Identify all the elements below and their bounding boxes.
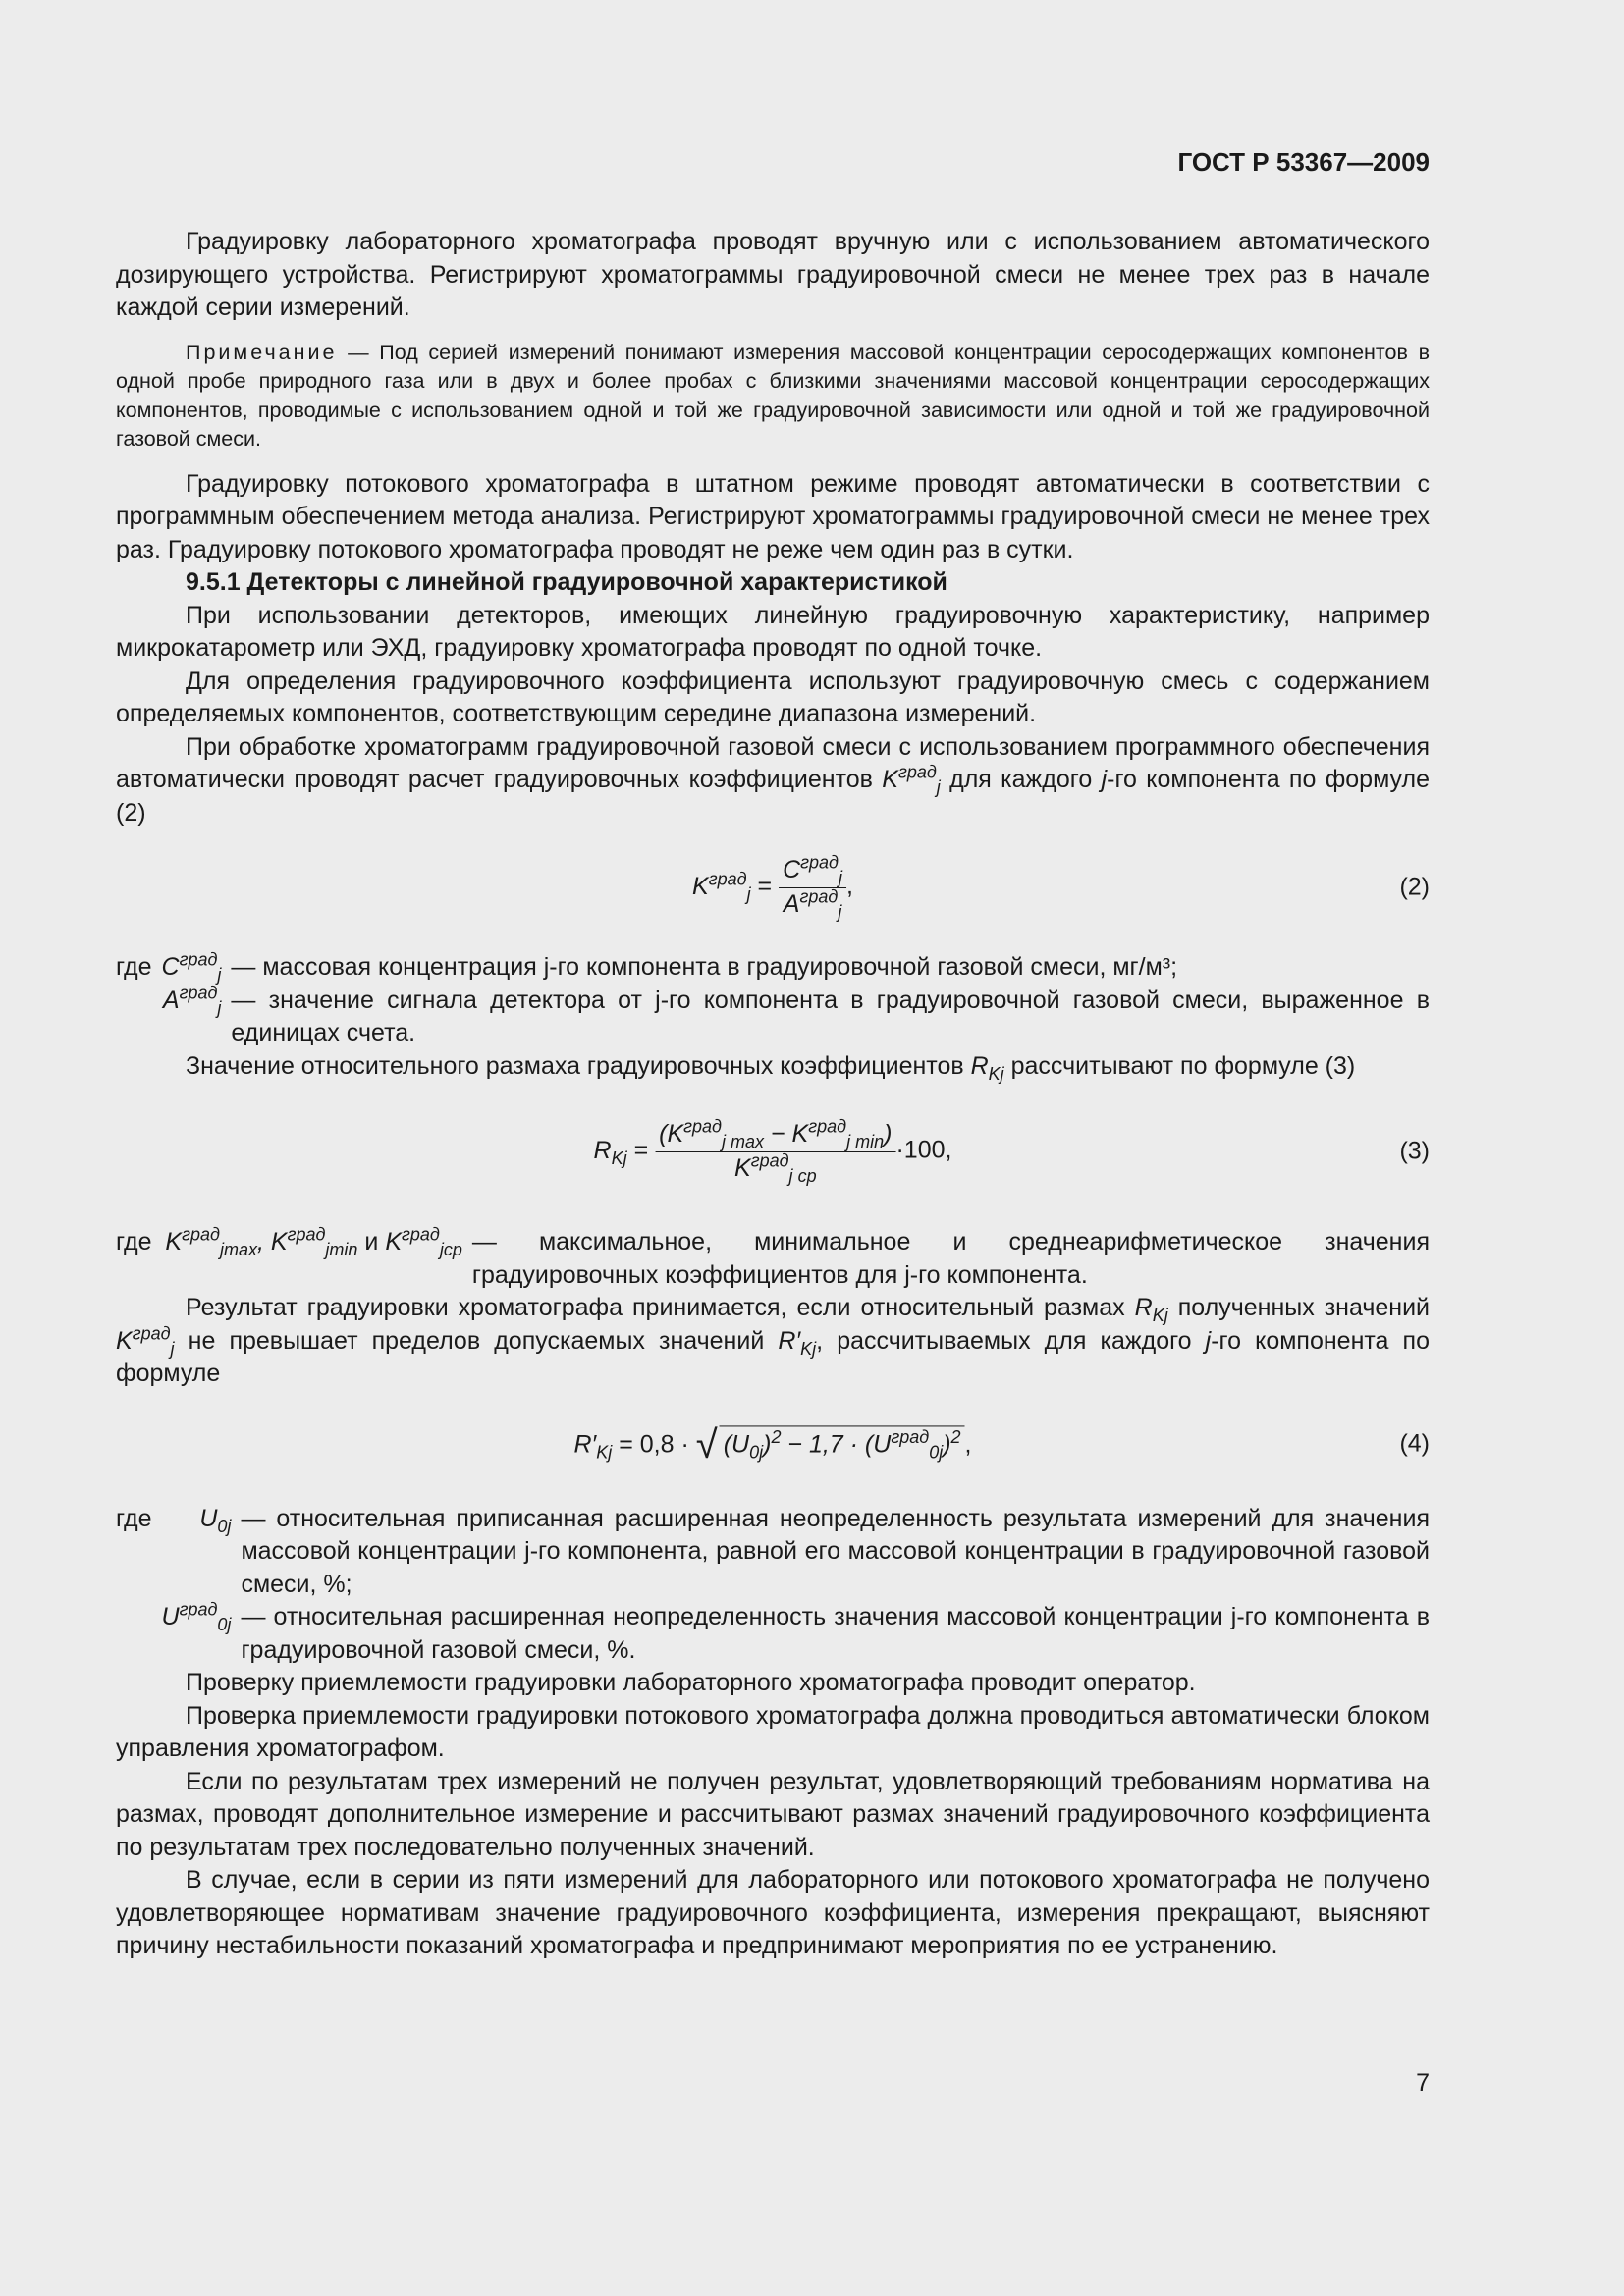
sqrt-icon: √ [695, 1422, 718, 1467]
paragraph: Градуировку потокового хроматографа в штатном режиме проводят автоматически в соответствии с программным обеспечением метода анализа. Регистрируют хроматограммы градуировочной смеси не менее трех раз. Градуировку потокового хроматографа проводят не реже чем один раз в сутки. [116, 469, 1430, 563]
paragraph: Проверку приемлемости градуировки лабораторного хроматографа проводит оператор. [186, 1669, 1196, 1696]
section-title: 9.5.1 Детекторы с линейной градуировочной характеристикой [186, 568, 947, 596]
paragraph: Результат градуировки хроматографа принимается, если относительный размах $R_{Kj}$ полученных значений $K^{град}_j$ не превышает пределов допускаемых значений $R'_{Kj}$, рассчитываемых для каждого j-го компонента по формуле [116, 1294, 1431, 1387]
paragraph: Градуировку лабораторного хроматографа проводят вручную или с использованием автоматического дозирующего устройства. Регистрируют хроматограммы градуировочной смеси не менее трех раз в начале каждой серии измерений. [116, 228, 1430, 321]
note [116, 339, 1430, 454]
paragraph: В случае, если в серии из пяти измерений для лабораторного или потокового хроматографа не получено удовлетворяющее нормативам значение градуировочного коэффициента, измерения прекращают, выясняют причину нестабильности показаний хроматографа и предпринимают мероприятия по ее устранению. [116, 1866, 1430, 1959]
formula-2-number: (2) [1399, 873, 1430, 901]
k-grad-symbol: $K^{град}_j$ [882, 762, 941, 797]
formula-3-definitions: где $K^{град}_{jmax}$, $K^{град}_{jmin}$ и $K^{град}_{jcp}$ — максимальное, минимальное и среднеарифметическое значения градуировочных коэффициентов для j-го компонента. [116, 1224, 1430, 1289]
formula-2-expression: $K^{град}_j$ = $\frac{C^{град}_j}{A^{град}_j}$ , [692, 852, 853, 922]
formula-4-number: (4) [1399, 1428, 1430, 1457]
formula-2-definitions: где $C^{град}_j$ — массовая концентрация j-го компонента в градуировочной газовой смеси, мг/м³; $A^{град}_j$ — значение сигнала детектора от j-го компонента в градуировочной газовой смеси, выраженное в единицах счета. [116, 949, 1430, 1046]
formula-4-expression: $R'_{Kj} = 0,8$ · √ $(U_{0j})^2 - 1,7 \cdot (U^{град}_{0j})^2$ , [573, 1422, 972, 1467]
standard-header: ГОСТ Р 53367—2009 [1177, 147, 1430, 177]
formula-4 [116, 1391, 1430, 1497]
paragraph: При использовании детекторов, имеющих линейную градуировочную характеристику, например микрокатарометр или ЭХД, градуировку хроматографа проводят по одной точке. [116, 601, 1430, 662]
paragraph: Для определения градуировочного коэффициента используют градуировочную смесь с содержанием определяемых компонентов, соответствующим середине диапазона измерений. [116, 667, 1430, 727]
formula-3-expression: $R_{Kj}$ = $\frac{(K^{град}_{j max} - K^{град}_{j min})}{K^{град}_{j cp}}$ ·100, [593, 1116, 952, 1186]
paragraph: При обработке хроматограмм градуировочной газовой смеси с использованием программного обеспечения автоматически проводят расчет градуировочных коэффициентов $K^{град}_j$ для каждого j-го компонента по формуле (2) [116, 732, 1430, 827]
formula-4-definitions: где $U_{0j}$ — относительная приписанная расширенная неопределенность результата измерений для значения массовой концентрации j-го компонента, равной его массовой концентрации в градуировочной газовой смеси, %; $U^{град}_{0j}$ — относительная расширенная неопределенность значения массовой концентрации j-го компонента в градуировочной газовой смеси, %. [116, 1504, 1430, 1664]
formula-3-number: (3) [1399, 1137, 1430, 1165]
note-text: — Под серией измерений понимают измерения массовой концентрации серосодержащих компонентов в одной пробе природного газа или в двух и более пробах с близкими значениями массовой концентрации серосодержащих компонентов, проводимые с использованием одной и той же градуировочной зависимости или одной и той же градуировочной газовой смеси. [116, 340, 1430, 451]
formula-2 [116, 829, 1430, 945]
document-body [116, 226, 1430, 1963]
paragraph: Если по результатам трех измерений не получен результат, удовлетворяющий требованиям норматива на размах, проводят дополнительное измерение и рассчитывают размах значений градуировочного коэффициента по результатам трех последовательно полученных значений. [116, 1767, 1430, 1861]
note-label: Примечание [186, 340, 338, 364]
page-number: 7 [1416, 2069, 1430, 2097]
formula-3 [116, 1083, 1430, 1220]
paragraph: Проверка приемлемости градуировки потокового хроматографа должна проводиться автоматически блоком управления хроматографом. [116, 1701, 1430, 1762]
paragraph: Значение относительного размаха градуировочных коэффициентов $R_{Kj}$ рассчитывают по формуле (3) [186, 1051, 1356, 1084]
